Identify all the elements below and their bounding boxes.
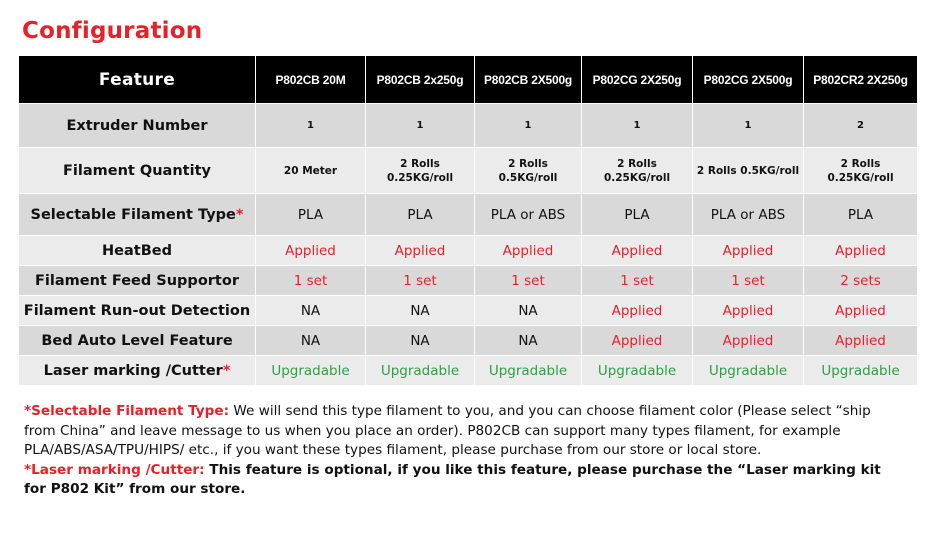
table-row [19, 194, 918, 236]
table-cell: NA [256, 296, 366, 326]
column-header-model: P802CG 2X500g [693, 56, 804, 104]
table-cell: PLA [366, 194, 475, 236]
table-cell: 1 [366, 104, 475, 148]
cell-line: 2 Rolls [840, 157, 881, 170]
table-cell: 1 set [366, 266, 475, 296]
table-cell: 1 [256, 104, 366, 148]
row-label [19, 296, 256, 326]
table-cell: Upgradable [693, 356, 804, 386]
table-cell: 1 [475, 104, 582, 148]
laser-cutter-note-text: This feature is optional, if you like this feature, please purchase the “Laser marking kit for P802 Kit” from our store. [24, 461, 881, 497]
cell-line: 0.25KG/roll [827, 171, 894, 184]
cell-line: 0.25KG/roll [386, 171, 454, 184]
table-cell: Applied [582, 296, 693, 326]
column-header-model: P802CG 2X250g [582, 56, 693, 104]
table-cell: Upgradable [475, 356, 582, 386]
asterisk-mark: * [235, 206, 244, 223]
table-cell: PLA [582, 194, 693, 236]
filament-type-note [24, 402, 904, 461]
row-label [19, 148, 256, 194]
table-cell: Applied [582, 236, 693, 266]
footnotes [24, 402, 904, 500]
table-cell: Upgradable [366, 356, 475, 386]
row-label-text: Filament Quantity [63, 162, 211, 179]
row-label [19, 266, 256, 296]
row-label-text: Selectable Filament Type [30, 206, 236, 223]
table-row [19, 236, 918, 266]
table-cell: NA [475, 296, 582, 326]
table-cell: 1 [582, 104, 693, 148]
table-cell: 1 set [475, 266, 582, 296]
table-row [19, 104, 918, 148]
table-cell [475, 148, 582, 194]
laser-cutter-note [24, 461, 904, 500]
column-header-model: P802CB 20M [256, 56, 366, 104]
filament-type-note-text: We will send this type filament to you, and you can choose filament color (Please select “ship from China” and leave message to us when you place an order). P802CB can support many types filament, for example PLA/ABS/ASA/TPU/HIPS/ etc., if you want these types filament, please purchase from our store or local store. [24, 403, 871, 458]
column-header-model: P802CB 2X500g [475, 56, 582, 104]
table-cell: Applied [804, 296, 918, 326]
table-cell: NA [366, 296, 475, 326]
table-cell: 1 set [582, 266, 693, 296]
table-row [19, 266, 918, 296]
table-cell: PLA or ABS [693, 194, 804, 236]
cell-line: 2 Rolls [617, 157, 657, 170]
row-label-text: Laser marking /Cutter [43, 362, 223, 379]
table-row [19, 296, 918, 326]
table-cell: Applied [366, 236, 475, 266]
table-cell: Upgradable [804, 356, 918, 386]
table-cell: NA [366, 326, 475, 356]
table-cell: 1 set [693, 266, 804, 296]
table-cell: Applied [475, 236, 582, 266]
cell-line: 0.25KG/roll [603, 171, 671, 184]
table-cell [693, 148, 804, 194]
row-label-text: Filament Feed Supportor [35, 272, 239, 289]
table-cell: NA [256, 326, 366, 356]
cell-line: 0.5KG/roll [498, 171, 558, 184]
table-cell: Upgradable [256, 356, 366, 386]
row-label [19, 356, 256, 386]
laser-cutter-note-key: *Laser marking /Cutter: [24, 461, 205, 478]
page-title: Configuration [22, 18, 203, 44]
table-cell: 2 sets [804, 266, 918, 296]
table-cell: Applied [693, 326, 804, 356]
row-label [19, 194, 256, 236]
table-cell: 1 set [256, 266, 366, 296]
table-cell: PLA [256, 194, 366, 236]
column-header-model: P802CB 2x250g [366, 56, 475, 104]
table-cell: 1 [693, 104, 804, 148]
table-cell: Applied [693, 296, 804, 326]
row-label-text: Bed Auto Level Feature [41, 332, 233, 349]
table-cell [582, 148, 693, 194]
table-cell: PLA [804, 194, 918, 236]
column-header-model: P802CR2 2X250g [804, 56, 918, 104]
table-cell [366, 148, 475, 194]
table-cell: Upgradable [582, 356, 693, 386]
table-row [19, 148, 918, 194]
table-cell: 2 [804, 104, 918, 148]
table-cell: Applied [804, 326, 918, 356]
column-header-feature: Feature [19, 56, 256, 104]
row-label [19, 326, 256, 356]
table-cell: NA [475, 326, 582, 356]
table-cell [804, 148, 918, 194]
row-label-text: Filament Run-out Detection [23, 302, 251, 319]
configuration-table [18, 55, 918, 386]
cell-line: 2 Rolls [400, 157, 440, 170]
filament-type-note-key: *Selectable Filament Type: [24, 403, 230, 419]
cell-line: 2 Rolls 0.5KG/roll [696, 164, 800, 177]
row-label-text: HeatBed [102, 242, 172, 259]
table-row [19, 356, 918, 386]
row-label [19, 104, 256, 148]
table-cell [256, 148, 366, 194]
asterisk-mark: * [222, 362, 231, 379]
table-cell: Applied [256, 236, 366, 266]
row-label-text: Extruder Number [66, 117, 208, 134]
table-row [19, 326, 918, 356]
table-cell: Applied [804, 236, 918, 266]
cell-line: 20 Meter [283, 164, 338, 177]
table-cell: Applied [693, 236, 804, 266]
table-cell: Applied [582, 326, 693, 356]
table-header-row [19, 56, 918, 104]
row-label [19, 236, 256, 266]
table-cell: PLA or ABS [475, 194, 582, 236]
cell-line: 2 Rolls [508, 157, 548, 170]
